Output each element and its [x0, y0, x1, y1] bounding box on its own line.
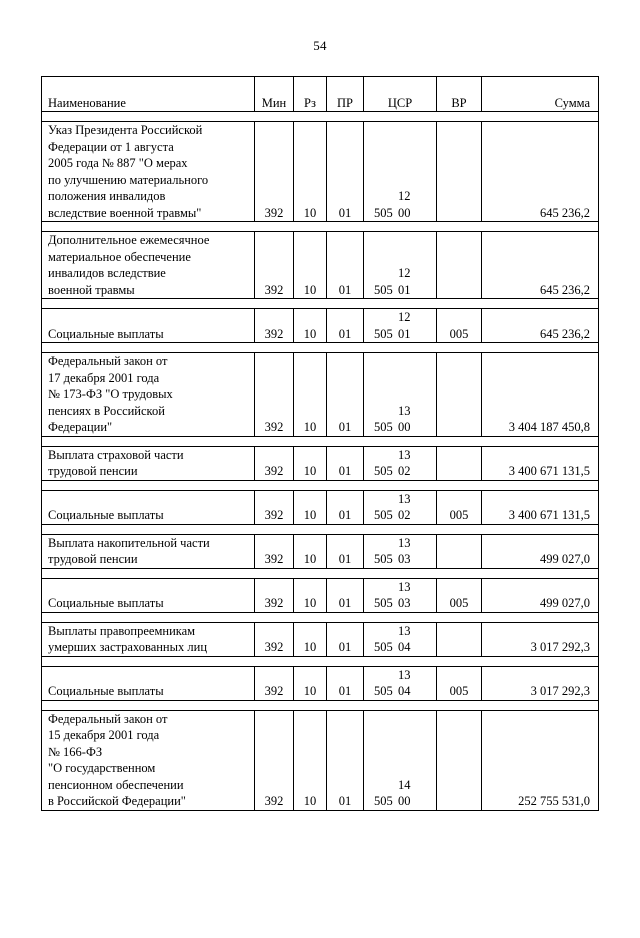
cell-vr: [437, 446, 482, 480]
cell-name: [42, 710, 255, 810]
name-line: Выплата страховой части: [48, 447, 184, 462]
table-row-spacer: [42, 700, 599, 710]
document-page: [0, 38, 640, 938]
name-line: положения инвалидов: [48, 189, 166, 203]
cell-csr: [364, 534, 437, 568]
cell-pr: 01: [327, 446, 364, 480]
column-header-vr: ВР: [437, 77, 482, 112]
column-header-min: Мин: [255, 77, 294, 112]
name-line: 15 декабря 2001 года: [48, 728, 160, 742]
table-row-spacer: [42, 656, 599, 666]
table-header-row: [42, 77, 599, 112]
cell-rz: 10: [294, 666, 327, 700]
name-line: Социальные выплаты: [48, 596, 164, 610]
cell-summa: 645 236,2: [482, 232, 599, 299]
cell-name: [42, 122, 255, 222]
cell-pr: 01: [327, 353, 364, 437]
cell-min: 392: [255, 122, 294, 222]
table-row-spacer: [42, 299, 599, 309]
table-row: [42, 710, 599, 810]
cell-min: 392: [255, 446, 294, 480]
cell-min: 392: [255, 534, 294, 568]
table-row: [42, 666, 599, 700]
column-header-rz: Рз: [294, 77, 327, 112]
cell-csr-suffix: 13 02: [398, 491, 411, 522]
cell-rz: 10: [294, 534, 327, 568]
name-line: "О государственном: [48, 761, 156, 775]
name-line: умерших застрахованных лиц: [48, 640, 208, 654]
cell-name: [42, 534, 255, 568]
cell-csr: [364, 710, 437, 810]
name-line: материальное обеспечение: [48, 249, 191, 264]
cell-summa: 3 404 187 450,8: [482, 353, 599, 437]
cell-min: 392: [255, 622, 294, 656]
cell-vr: 005: [437, 309, 482, 343]
table-row: [42, 534, 599, 568]
cell-pr: 01: [327, 232, 364, 299]
cell-pr: 01: [327, 309, 364, 343]
column-header-pr: ПР: [327, 77, 364, 112]
table-row-spacer: [42, 524, 599, 534]
cell-summa: 3 400 671 131,5: [482, 490, 599, 524]
cell-pr: 01: [327, 578, 364, 612]
cell-csr: [364, 490, 437, 524]
spacer-cell: [42, 568, 599, 578]
name-line: № 173-ФЗ "О трудовых: [48, 387, 173, 401]
cell-pr: 01: [327, 666, 364, 700]
table-row-spacer: [42, 480, 599, 490]
spacer-cell: [42, 436, 599, 446]
cell-min: 392: [255, 666, 294, 700]
cell-summa: 645 236,2: [482, 122, 599, 222]
table-row: [42, 353, 599, 437]
table-row: [42, 578, 599, 612]
name-line: Указ Президента Российской: [48, 123, 203, 137]
cell-vr: [437, 122, 482, 222]
cell-csr-prefix: 505: [374, 794, 393, 808]
cell-summa: 252 755 531,0: [482, 710, 599, 810]
name-line: Выплаты правопреемникам: [48, 623, 196, 638]
cell-csr-prefix: 505: [374, 205, 393, 220]
cell-rz: 10: [294, 122, 327, 222]
cell-rz: 10: [294, 232, 327, 299]
table-row: [42, 490, 599, 524]
cell-csr: [364, 622, 437, 656]
spacer-cell: [42, 299, 599, 309]
name-line: Федеральный закон от: [48, 711, 168, 726]
cell-name: [42, 578, 255, 612]
cell-summa: 499 027,0: [482, 578, 599, 612]
spacer-cell: [42, 612, 599, 622]
cell-name: [42, 232, 255, 299]
cell-csr-suffix: 12 01: [398, 310, 411, 341]
cell-rz: 10: [294, 446, 327, 480]
cell-vr: 005: [437, 490, 482, 524]
table-body: [42, 112, 599, 811]
table-row-spacer: [42, 112, 599, 122]
cell-csr: [364, 232, 437, 299]
cell-name: [42, 622, 255, 656]
cell-name: [42, 490, 255, 524]
budget-table: [41, 76, 599, 811]
spacer-cell: [42, 700, 599, 710]
cell-csr-prefix: 505: [374, 508, 393, 522]
cell-pr: 01: [327, 534, 364, 568]
column-header-summa: Сумма: [482, 77, 599, 112]
name-line: Федеральный закон от: [48, 354, 168, 368]
cell-summa: 3 400 671 131,5: [482, 446, 599, 480]
column-header-csr: ЦСР: [364, 77, 437, 112]
cell-csr-suffix: 13 04: [398, 667, 411, 698]
name-line: трудовой пенсии: [48, 464, 138, 478]
cell-rz: 10: [294, 710, 327, 810]
name-line: Социальные выплаты: [48, 684, 164, 698]
cell-csr-prefix: 505: [374, 464, 393, 478]
cell-name: [42, 666, 255, 700]
cell-min: 392: [255, 710, 294, 810]
name-line: Социальные выплаты: [48, 508, 164, 522]
spacer-cell: [42, 524, 599, 534]
cell-csr-suffix: 12 01: [398, 266, 411, 297]
table-row: [42, 232, 599, 299]
cell-summa: 3 017 292,3: [482, 666, 599, 700]
cell-vr: [437, 353, 482, 437]
cell-vr: [437, 622, 482, 656]
cell-rz: 10: [294, 622, 327, 656]
name-line: Федерации от 1 августа: [48, 139, 174, 154]
cell-csr: [364, 122, 437, 222]
cell-csr: [364, 578, 437, 612]
cell-vr: 005: [437, 666, 482, 700]
cell-csr-suffix: 13 03: [398, 535, 411, 566]
cell-pr: 01: [327, 622, 364, 656]
cell-pr: 01: [327, 122, 364, 222]
cell-name: [42, 353, 255, 437]
table-row-spacer: [42, 436, 599, 446]
page-number: 54: [313, 38, 327, 53]
cell-name: [42, 446, 255, 480]
table-row-spacer: [42, 343, 599, 353]
cell-rz: 10: [294, 578, 327, 612]
name-line: пенсиях в Российской: [48, 403, 165, 418]
table-header: [42, 77, 599, 112]
cell-summa: 3 017 292,3: [482, 622, 599, 656]
name-line: в Российской Федерации": [48, 794, 186, 808]
name-line: Социальные выплаты: [48, 326, 164, 341]
table-row: [42, 122, 599, 222]
cell-vr: 005: [437, 578, 482, 612]
spacer-cell: [42, 222, 599, 232]
cell-name: [42, 309, 255, 343]
column-header-name: Наименование: [42, 77, 255, 112]
cell-vr: [437, 534, 482, 568]
cell-csr-suffix: 13 00: [398, 403, 411, 434]
cell-rz: 10: [294, 309, 327, 343]
cell-pr: 01: [327, 490, 364, 524]
cell-rz: 10: [294, 490, 327, 524]
name-line: по улучшению материального: [48, 172, 209, 187]
table-row-spacer: [42, 612, 599, 622]
cell-csr: [364, 353, 437, 437]
cell-min: 392: [255, 578, 294, 612]
cell-csr: [364, 309, 437, 343]
cell-rz: 10: [294, 353, 327, 437]
cell-min: 392: [255, 232, 294, 299]
cell-csr-prefix: 505: [374, 326, 393, 341]
name-line: пенсионном обеспечении: [48, 777, 184, 792]
spacer-cell: [42, 480, 599, 490]
name-line: военной травмы: [48, 282, 135, 297]
spacer-cell: [42, 112, 599, 122]
spacer-cell: [42, 656, 599, 666]
cell-pr: 01: [327, 710, 364, 810]
cell-csr-prefix: 505: [374, 552, 393, 566]
name-line: Выплата накопительной части: [48, 535, 210, 550]
cell-csr-suffix: 12 00: [398, 189, 411, 220]
table-row: [42, 622, 599, 656]
name-line: 2005 года № 887 "О мерах: [48, 156, 188, 170]
cell-csr-prefix: 505: [374, 282, 393, 297]
cell-summa: 499 027,0: [482, 534, 599, 568]
cell-csr-prefix: 505: [374, 596, 393, 610]
table-row-spacer: [42, 568, 599, 578]
table-row: [42, 446, 599, 480]
table-row-spacer: [42, 222, 599, 232]
name-line: трудовой пенсии: [48, 552, 138, 566]
spacer-cell: [42, 343, 599, 353]
name-line: Федерации": [48, 420, 113, 434]
cell-min: 392: [255, 490, 294, 524]
cell-csr-suffix: 13 04: [398, 623, 411, 654]
table-row: [42, 309, 599, 343]
cell-csr-suffix: 13 02: [398, 447, 411, 478]
name-line: 17 декабря 2001 года: [48, 370, 160, 385]
name-line: инвалидов вследствие: [48, 266, 166, 280]
name-line: Дополнительное ежемесячное: [48, 233, 210, 247]
name-line: № 166-ФЗ: [48, 744, 103, 759]
cell-csr-prefix: 505: [374, 420, 393, 434]
cell-csr-prefix: 505: [374, 640, 393, 654]
cell-vr: [437, 232, 482, 299]
cell-csr: [364, 446, 437, 480]
cell-vr: [437, 710, 482, 810]
cell-csr-suffix: 14 00: [398, 777, 411, 808]
cell-csr-suffix: 13 03: [398, 579, 411, 610]
cell-summa: 645 236,2: [482, 309, 599, 343]
cell-min: 392: [255, 353, 294, 437]
cell-min: 392: [255, 309, 294, 343]
cell-csr-prefix: 505: [374, 684, 393, 698]
cell-csr: [364, 666, 437, 700]
name-line: вследствие военной травмы": [48, 205, 202, 220]
